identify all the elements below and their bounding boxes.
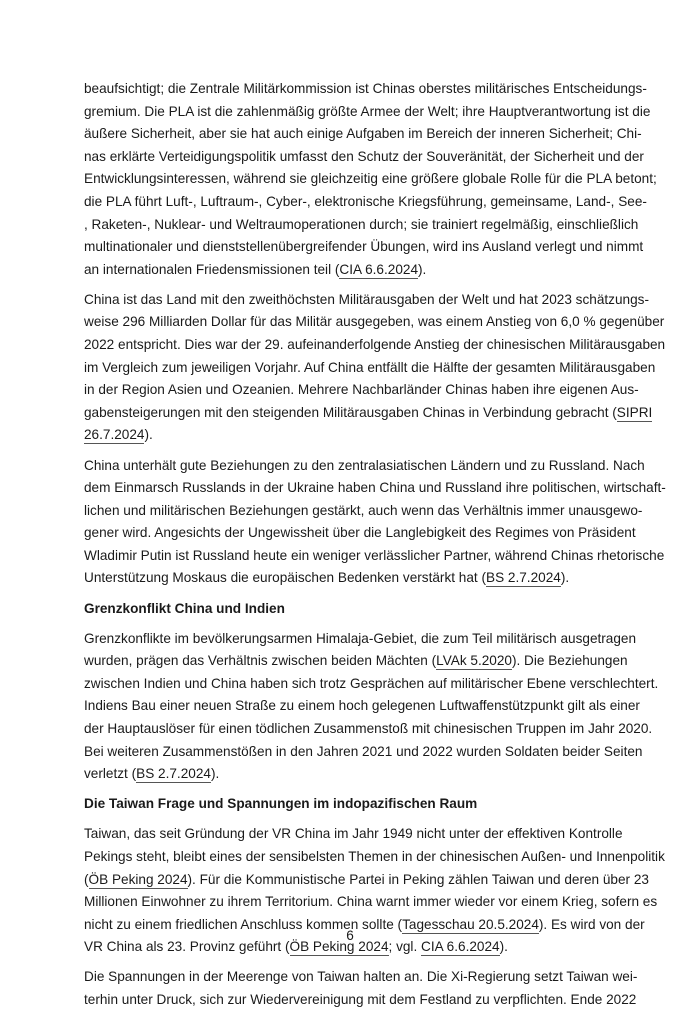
text-segment: an internationalen Friedensmissionen teil ( <box>84 261 340 277</box>
citation-link[interactable]: Tagesschau 20.5.2024 <box>402 916 539 932</box>
text-segment: 2022 entspricht. Dies war der 29. aufeinanderfolgende Anstieg der chinesischen Militärausgaben <box>84 337 666 353</box>
text-line <box>84 846 665 869</box>
text-segment: ). <box>499 939 508 955</box>
text-line <box>84 823 623 846</box>
text-segment: ). Die Beziehungen <box>511 653 628 669</box>
text-segment: Taiwan, das seit Gründung der VR China im Jahr 1949 nicht unter der effektiven Kontrolle <box>84 826 623 842</box>
text-segment: Grenzkonflikte im bevölkerungsarmen Himalaja-Gebiet, die zum Teil militärisch ausgetragen <box>84 630 637 646</box>
text-line <box>84 334 666 357</box>
text-segment: Indiens Bau einer neuen Straße zu einem hoch gelegenen Luftwaffenstützpunkt gilt als einer <box>84 698 640 714</box>
text-segment: multinationaler und dienststellenübergreifender Übungen, wird ins Ausland verlegt und nimmt <box>84 239 644 255</box>
text-line <box>84 891 658 914</box>
text-line <box>84 718 653 741</box>
section-heading: Grenzkonflikt China und Indien <box>84 600 285 616</box>
citation-link[interactable]: CIA 6.6.2024 <box>421 939 500 955</box>
text-line <box>84 455 645 478</box>
text-line <box>84 214 639 237</box>
text-segment: in der Region Asien und Ozeanien. Mehrere Nachbarländer Chinas haben ihre eigenen Aus- <box>84 382 639 398</box>
text-line <box>84 628 637 651</box>
text-line <box>84 966 638 989</box>
text-segment: ). <box>560 570 570 586</box>
text-segment: äußere Sicherheit, aber sie hat auch einige Aufgaben im Bereich der inneren Sicherheit; Chi- <box>84 126 642 142</box>
paragraph <box>84 78 657 281</box>
citation-link[interactable]: CIA 6.6.2024 <box>339 261 419 277</box>
text-line <box>84 424 614 447</box>
text-segment: wurden, prägen das Verhältnis zwischen beiden Mächten ( <box>84 653 437 669</box>
text-line <box>84 78 647 101</box>
citation-link[interactable]: SIPRI <box>616 404 653 420</box>
text-line <box>84 101 651 124</box>
text-line <box>84 402 653 425</box>
paragraph <box>84 966 638 1011</box>
text-line <box>84 695 640 718</box>
text-segment: im Vergleich zum jeweiligen Vorjahr. Auf China entfällt die Hälfte der gesamten Militärausgaben <box>84 359 656 375</box>
text-segment: Wladimir Putin ist Russland heute ein weniger verlässlicher Partner, während Chinas rhetorische <box>84 547 665 563</box>
text-segment: China unterhält gute Beziehungen zu den zentralasiatischen Ländern und zu Russland. Nach <box>84 457 645 473</box>
text-segment: VR China als 23. Provinz geführt ( <box>84 939 290 955</box>
text-segment: gremium. Die PLA ist die zahlenmäßig größte Armee der Welt; ihre Hauptverantwortung ist die <box>84 103 651 119</box>
citation-link[interactable]: BS 2.7.2024 <box>136 766 211 782</box>
paragraph <box>84 628 659 786</box>
text-segment: nicht zu einem friedlichen Anschluss kommen sollte ( <box>84 916 403 932</box>
text-segment: der Hauptauslöser für einen tödlichen Zusammenstoß mit chinesischen Truppen im Jahr 2020. <box>84 721 653 737</box>
text-segment: terhin unter Druck, sich zur Wiedervereinigung mit dem Festland zu verpflichten. Ende 2022 <box>84 992 637 1008</box>
text-line <box>84 650 628 673</box>
text-segment: weise 296 Milliarden Dollar für das Militär ausgegeben, was einem Anstieg von 6,0 % gegenüber <box>84 314 665 330</box>
text-line <box>84 673 659 696</box>
text-line <box>84 545 665 568</box>
text-line <box>84 567 614 590</box>
text-segment: lichen und militärischen Beziehungen gestärkt, auch wenn das Verhältnis immer unausgewo- <box>84 502 643 518</box>
citation-link[interactable]: ÖB Peking 2024 <box>289 939 389 955</box>
text-line <box>84 741 643 764</box>
text-segment: dem Einmarsch Russlands in der Ukraine haben China und Russland ihre politischen, wirtschaft- <box>84 480 666 496</box>
text-line <box>84 311 665 334</box>
text-line <box>84 357 656 380</box>
section-heading: Die Taiwan Frage und Spannungen im indopazifischen Raum <box>84 796 478 812</box>
text-segment: ( <box>84 871 89 887</box>
text-segment: ; vgl. <box>388 939 421 955</box>
citation-link[interactable]: 26.7.2024 <box>84 427 145 443</box>
text-segment: verletzt ( <box>84 766 137 782</box>
text-line <box>84 477 666 500</box>
text-segment: beaufsichtigt; die Zentrale Militärkommission ist Chinas oberstes militärisches Entscheidungs- <box>84 81 647 96</box>
paragraph <box>84 455 666 591</box>
text-line <box>84 236 644 259</box>
text-segment: gener wird. Angesichts der Ungewissheit über die Langlebigkeit des Regimes von Präsident <box>84 525 636 541</box>
text-segment: Bei weiteren Zusammenstößen in den Jahren 2021 und 2022 wurden Soldaten beider Seiten <box>84 743 643 759</box>
document-body <box>84 78 666 1019</box>
text-segment: Die Spannungen in der Meerenge von Taiwan halten an. Die Xi-Regierung setzt Taiwan wei- <box>84 969 638 985</box>
text-line <box>84 500 643 523</box>
page-number: 6 <box>346 928 354 943</box>
text-segment: ). <box>144 427 153 443</box>
text-line <box>84 191 647 214</box>
text-segment: gabensteigerungen mit den steigenden Militärausgaben Chinas in Verbindung gebracht ( <box>84 404 617 420</box>
text-line <box>84 763 614 786</box>
text-segment: nas erklärte Verteidigungspolitik umfasst den Schutz der Souveränität, der Sicherheit und der <box>84 148 644 164</box>
text-line <box>84 989 637 1012</box>
citation-link[interactable]: ÖB Peking 2024 <box>88 871 188 887</box>
text-segment: Millionen Einwohner zu ihrem Territorium. China warnt immer wieder vor einem Krieg, sofern es <box>84 894 658 910</box>
text-segment: ). Es wird von der <box>538 916 645 932</box>
text-segment: Entwicklungsinteressen, während sie gleichzeitig eine größere globale Rolle für die PLA betont; <box>84 171 657 187</box>
text-segment: zwischen Indien und China haben sich trotz Gesprächen auf militärischer Ebene verschlechtert. <box>84 675 659 691</box>
text-line <box>84 869 649 892</box>
text-segment: ). <box>418 261 427 277</box>
text-line <box>84 123 642 146</box>
paragraph <box>84 289 666 447</box>
text-line <box>84 146 644 169</box>
text-segment: , Raketen-, Nuklear- und Weltraumoperationen durch; sie trainiert regelmäßig, einschließlich <box>84 216 639 232</box>
citation-link[interactable]: BS 2.7.2024 <box>486 570 561 586</box>
text-segment: Unterstützung Moskaus die europäischen Bedenken verstärkt hat ( <box>84 570 486 586</box>
text-segment: China ist das Land mit den zweithöchsten Militärausgaben der Welt und hat 2023 schätzungs- <box>84 291 649 307</box>
text-segment: ). <box>210 766 220 782</box>
text-line <box>84 379 639 402</box>
text-line <box>84 168 657 191</box>
text-segment: die PLA führt Luft-, Luftraum-, Cyber-, elektronische Kriegsführung, gemeinsame, Land-, See- <box>84 193 647 209</box>
text-line <box>84 522 636 545</box>
text-line <box>84 259 614 282</box>
text-line <box>84 289 649 312</box>
text-segment: Pekings steht, bleibt eines der sensibelsten Themen in der chinesischen Außen- und Innenpolitik <box>84 849 665 864</box>
citation-link[interactable]: LVAk 5.2020 <box>436 653 512 669</box>
text-segment: ). Für die Kommunistische Partei in Peking zählen Taiwan und deren über 23 <box>187 871 649 887</box>
